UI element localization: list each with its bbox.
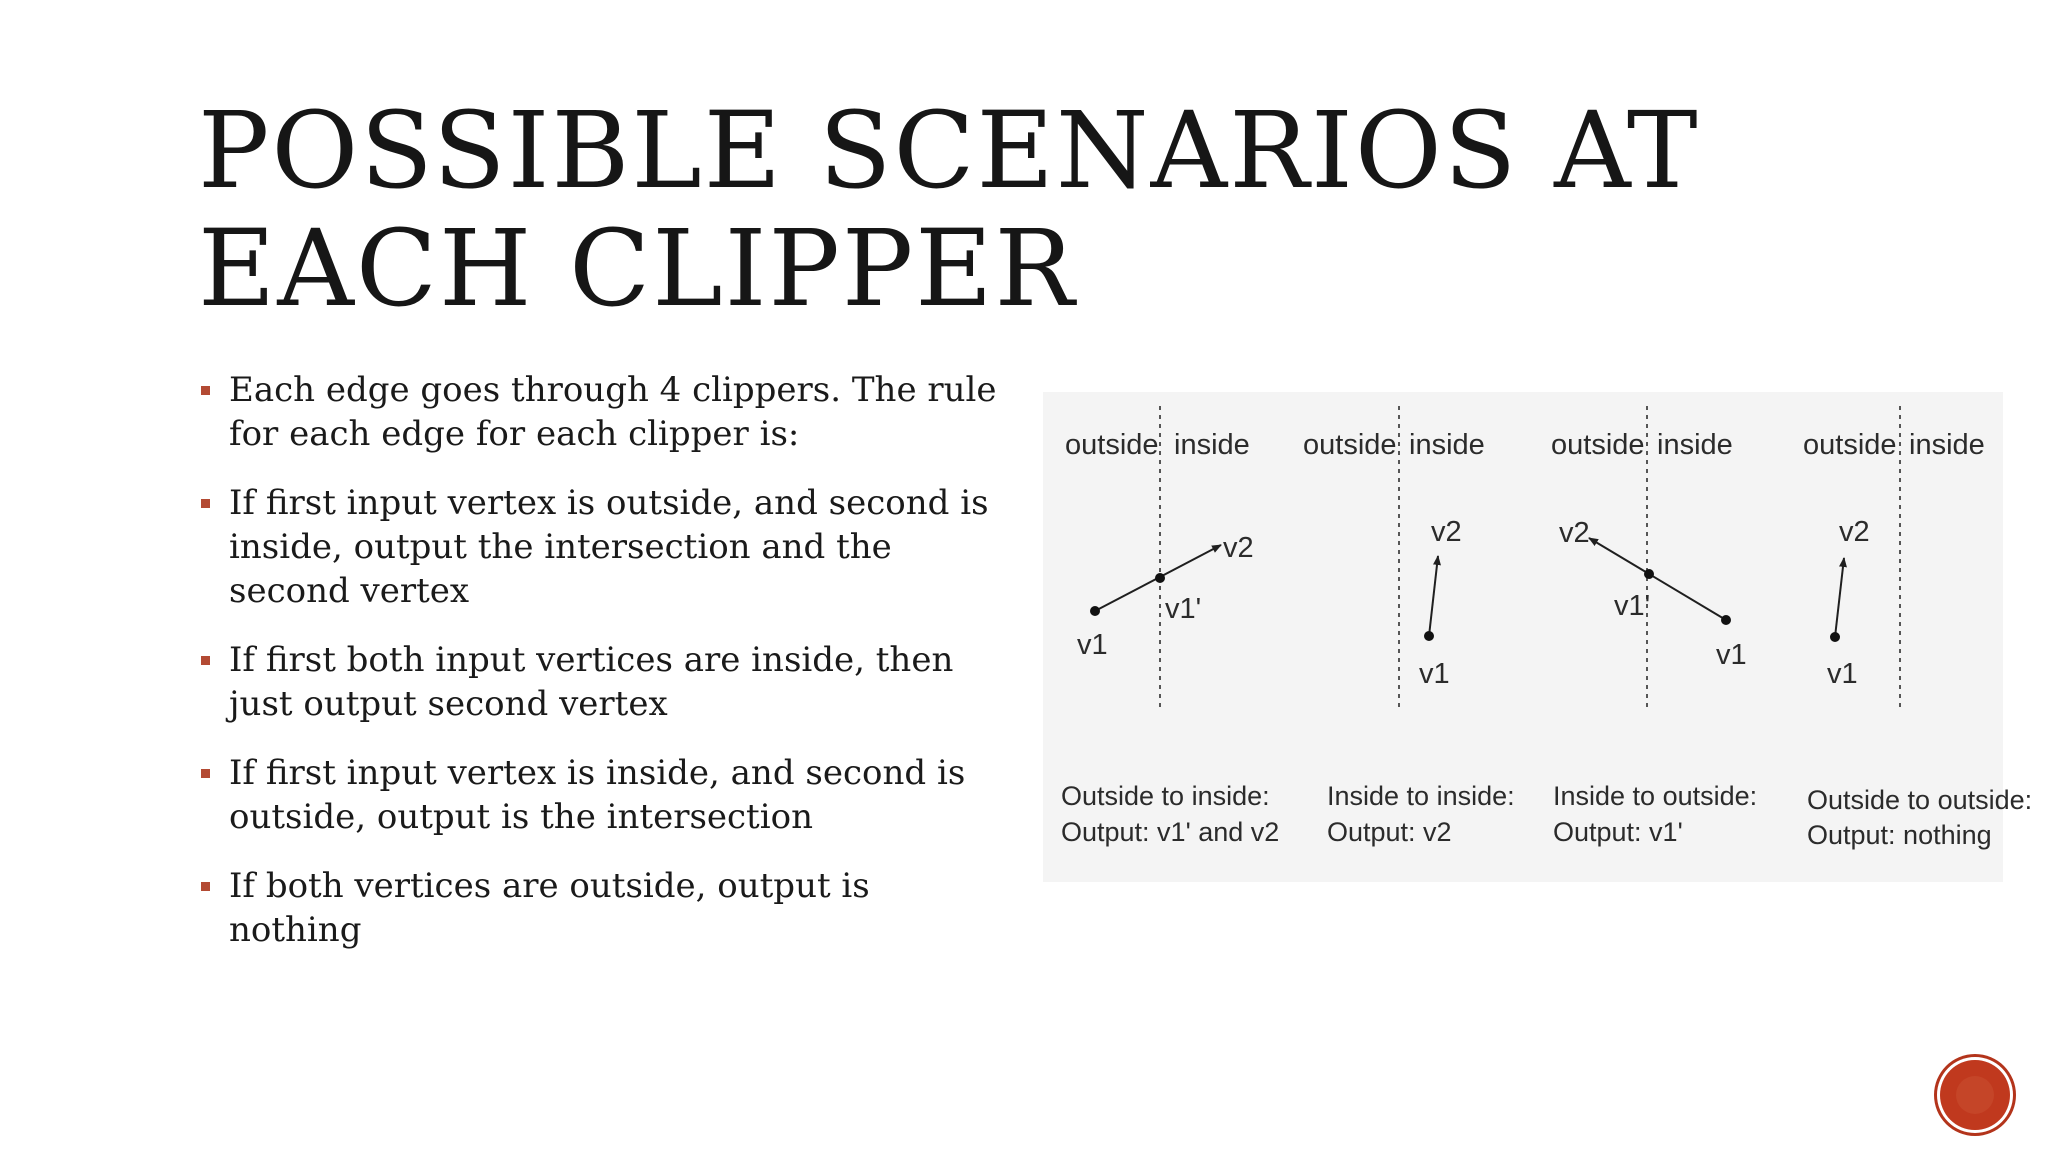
vertex-label-v1: v1 [1419,658,1450,690]
bullet-text: If both vertices are outside, output is nothing [229,866,870,950]
title-line-2: EACH CLIPPER [198,207,1077,330]
intersection-v1-prime [1155,573,1165,583]
vertex-label-v2: v2 [1839,516,1870,548]
vertex-label-v1-prime: v1' [1165,593,1202,625]
bullet-item [198,481,998,613]
bullet-text: If first input vertex is inside, and second is outside, output is the intersection [229,753,966,837]
edge-arrow [1429,556,1438,636]
panel-outside-to-inside [1061,406,1279,847]
panel-header-inside: inside [1174,429,1250,461]
vertex-v1 [1721,615,1731,625]
title-line-1: POSSIBLE SCENARIOS AT [198,89,1700,212]
panel-caption-line-1: Inside to outside: [1553,781,1758,811]
vertex-label-v1: v1 [1077,629,1108,661]
vertex-label-v2: v2 [1223,532,1254,564]
intersection-v1-prime [1644,569,1654,579]
bullet-text: Each edge goes through 4 clippers. The rule for each edge for each clipper is: [229,370,997,454]
panel-header-outside: outside [1303,429,1397,461]
bullet-item [198,864,998,952]
vertex-label-v2: v2 [1559,517,1590,549]
clipping-scenarios-diagram [1043,392,2033,882]
panel-header-inside: inside [1409,429,1485,461]
slide-nav-button-icon [1956,1076,1994,1114]
panel-header-outside: outside [1803,429,1897,461]
square-bullet-icon [201,882,210,891]
panel-caption-line-2: Output: v1' [1553,817,1683,847]
panel-caption-line-2: Output: v2 [1327,817,1452,847]
panel-caption-line-1: Outside to outside: [1807,785,2033,815]
slide-nav-button[interactable] [1940,1060,2010,1130]
square-bullet-icon [201,656,210,665]
square-bullet-icon [201,386,210,395]
vertex-label-v1: v1 [1716,639,1747,671]
bullet-item [198,368,998,456]
panel-caption-line-2: Output: nothing [1807,820,1992,850]
vertex-v1 [1090,606,1100,616]
edge-arrow [1589,538,1726,620]
edge-arrow [1835,558,1844,637]
bullet-text: If first both input vertices are inside, then just output second vertex [229,640,954,724]
panel-header-outside: outside [1065,429,1159,461]
vertex-v1 [1830,632,1840,642]
panel-caption-line-2: Output: v1' and v2 [1061,817,1280,847]
panel-header-outside: outside [1551,429,1645,461]
panel-inside-to-inside [1303,406,1515,847]
bullet-text: If first input vertex is outside, and second is inside, output the intersection and the second vertex [229,483,989,611]
vertex-label-v1-prime: v1' [1614,590,1651,622]
bullet-item [198,638,998,726]
panel-outside-to-outside [1803,406,2032,850]
panel-header-inside: inside [1909,429,1985,461]
panel-header-inside: inside [1657,429,1733,461]
square-bullet-icon [201,499,210,508]
bullet-item [198,751,998,839]
panel-caption-line-1: Outside to inside: [1061,781,1270,811]
panel-caption-line-1: Inside to inside: [1327,781,1515,811]
slide-title [198,89,1898,330]
bullet-list [198,368,998,977]
vertex-v1 [1424,631,1434,641]
square-bullet-icon [201,769,210,778]
vertex-label-v1: v1 [1827,658,1858,690]
vertex-label-v2: v2 [1431,516,1462,548]
panel-inside-to-outside [1551,406,1757,847]
